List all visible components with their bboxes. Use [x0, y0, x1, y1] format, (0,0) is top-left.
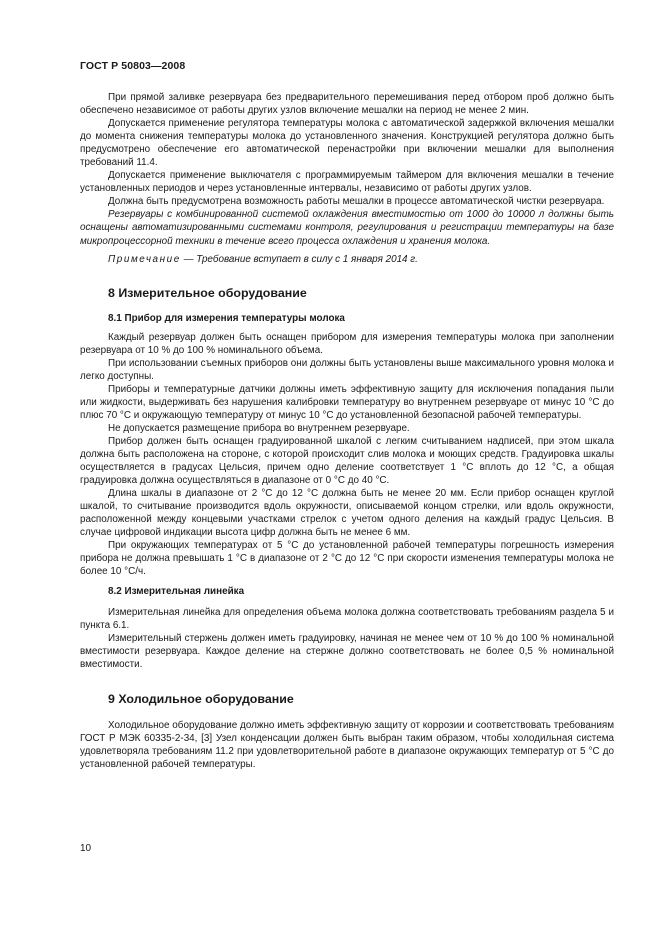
- subsection-8-2-heading: 8.2 Измерительная линейка: [108, 585, 245, 597]
- subsection-8-1-heading: 8.1 Прибор для измерения температуры молока: [108, 312, 345, 324]
- note-text: — Требование вступает в силу с 1 января 2014 г.: [180, 253, 418, 265]
- document-body: [80, 91, 614, 771]
- paragraph: Должна быть предусмотрена возможность работы мешалки в процессе автоматической чистки резервуара.: [108, 196, 605, 208]
- paragraph: Измерительная линейка для определения объема молока должна соответствовать требованиям раздела 5 и пункта 6.1.: [80, 606, 614, 631]
- note: [80, 253, 614, 266]
- page-number: 10: [80, 843, 92, 854]
- paragraph: Не допускается размещение прибора во внутреннем резервуаре.: [108, 422, 410, 434]
- italic-paragraph: Резервуары с комбинированной системой охлаждения вместимостью от 1000 до 10000 л должны быть оснащены автоматизированными системами контроля, регулирования и регистрации температуры на базе микропроцессорной техники в течение всего процесса охлаждения и хранения молока.: [80, 209, 614, 247]
- paragraph: При окружающих температурах от 5 °C до установленной рабочей температуры погрешность измерения прибора не должна превышать 1 °C в диапазоне от 2 °C до 12 °C при скорости изменения температуры молока не более 10 °C/ч.: [80, 540, 614, 578]
- paragraph: Измерительный стержень должен иметь градуировку, начиная не менее чем от 10 % до 100 % номинальной вместимости резервуара. Каждое деление на стержне должно соответствовать не более 0,5 % номинальной вместимости.: [80, 632, 614, 670]
- paragraph: Допускается применение выключателя с программируемым таймером для включения мешалки в течение установленных периодов и через установленные интервалы, независимо от работы других узлов.: [80, 170, 614, 195]
- paragraph: Допускается применение регулятора температуры молока с автоматической задержкой включения мешалки до момента снижения температуры молока до установленного значения. Конструкцией регулятора должно быть предусмотрено обеспечение его автоматической перенастройки при включении мешалки для выполнения требований 11.4.: [80, 118, 614, 169]
- paragraph: Холодильное оборудование должно иметь эффективную защиту от коррозии и соответствовать требованиям ГОСТ Р МЭК 60335-2-34, [3] Узел конденсации должен быть выбран таким образом, чтобы холодильная система удовлетворяла требованиям 11.2 при удовлетворительной работе в диапазоне окружающих температур от 5 °C до установленной рабочей температуры.: [80, 719, 614, 770]
- note-label: Примечание: [108, 253, 181, 265]
- section-8-heading: 8 Измерительное оборудование: [108, 285, 307, 300]
- paragraph: Приборы и температурные датчики должны иметь эффективную защиту для исключения попадания пыли или жидкости, выдерживать без нарушения калибровки температуру во внутреннем резервуаре от минус 10 °C до плюс 70 °C и окружающую температуру от минус 10 °C до установленной безопасной рабочей температуры.: [80, 383, 614, 421]
- section-9-heading: 9 Холодильное оборудование: [108, 691, 294, 706]
- document-header: ГОСТ Р 50803—2008: [80, 60, 186, 72]
- paragraph: При использовании съемных приборов они должны быть установлены выше максимального уровня молока и легко доступны.: [80, 357, 614, 382]
- paragraph: Каждый резервуар должен быть оснащен прибором для измерения температуры молока при заполнении резервуара от 10 % до 100 % номинального объема.: [80, 331, 614, 356]
- paragraph: При прямой заливке резервуара без предварительного перемешивания перед отбором проб должно быть обеспечено независимое от работы других узлов включение мешалки на период не менее 2 мин.: [80, 92, 614, 117]
- paragraph: Длина шкалы в диапазоне от 2 °C до 12 °C должна быть не менее 20 мм. Если прибор оснащен круглой шкалой, то считывание производится вдоль окружности, описываемой концом стрелки, или вдоль окружности, расположенной между концевыми участками стрелок с учетом одного деления на каждый градус Цельсия. В случае цифровой индикации высота цифр должна быть не менее 6 мм.: [80, 488, 614, 539]
- paragraph: Прибор должен быть оснащен градуированной шкалой с легким считыванием надписей, при этом шкала должна быть расположена на стороне, с которой происходит слив молока и моющих средств. Градуировка шкалы осуществляется в градусах Цельсия, причем одно деление соответствует 1 °C вплоть до 12 °C, а общая градуировка должна осуществляться в диапазоне от 0 °C до 40 °C.: [80, 435, 614, 487]
